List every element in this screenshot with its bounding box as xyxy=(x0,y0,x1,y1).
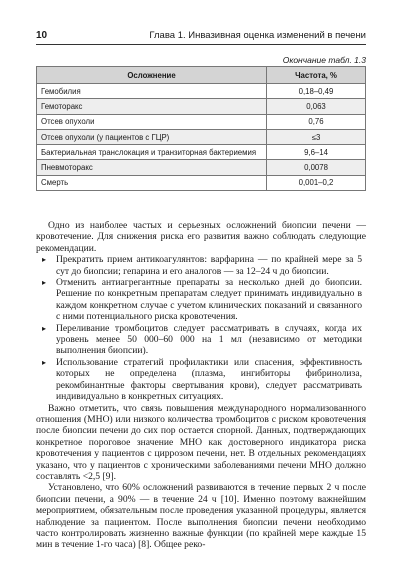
list-item xyxy=(36,277,366,323)
complication-cell: Пневмоторакс xyxy=(37,160,267,175)
chapter-title: Глава 1. Инвазивная оценка изменений в печени xyxy=(149,30,366,41)
complication-cell: Отсев опухоли xyxy=(37,114,267,129)
list-item-text: Прекратить прием антикоагулянтов: варфарина — по крайней мере за 5 сут до биопсии; гепарина и его аналогов — за 12–24 ч до биопсии. xyxy=(56,254,362,277)
page-number: 10 xyxy=(36,30,48,41)
triangle-bullet-icon: ▸ xyxy=(42,278,47,288)
list-item-text: Переливание тромбоцитов следует рассматривать в случаях, когда их уровень менее 50 000–60 000 на 1 мл (независимо от методики выполнения биопсии). xyxy=(56,322,362,357)
body-text xyxy=(36,220,366,551)
running-header xyxy=(36,28,366,45)
triangle-bullet-icon: ▸ xyxy=(42,255,47,265)
complication-cell: Гемобилия xyxy=(37,84,267,99)
complication-cell: Бактериальная транслокация и транзиторная бактериемия xyxy=(37,145,267,160)
frequency-cell: 0,001–0,2 xyxy=(267,175,366,190)
column-header-complication: Осложнение xyxy=(37,67,267,84)
table-caption: Окончание табл. 1.3 xyxy=(282,55,366,65)
table-row xyxy=(37,129,366,144)
recommendations-list xyxy=(36,254,366,402)
table-header-row xyxy=(37,67,366,84)
frequency-cell: 0,063 xyxy=(267,99,366,114)
list-item-text: Использование стратегий профилактики или спасения, эффективность которых не определена (плазма, ингибиторы фибринолиза, рекомбинантные факторы свертывания крови), следует рассматривать индивидуально в конкретных ситуациях. xyxy=(56,356,362,403)
table-row xyxy=(37,160,366,175)
table-row xyxy=(37,114,366,129)
triangle-bullet-icon: ▸ xyxy=(42,323,47,333)
list-item xyxy=(36,357,366,403)
frequency-cell: 9,6–14 xyxy=(267,145,366,160)
table-row xyxy=(37,84,366,99)
list-item xyxy=(36,323,366,357)
paragraph-bleeding-intro: Одно из наиболее частых и серьезных осложнений биопсии печени — кровотечение. Для снижения риска его развития важно соблюдать следующие рекомендации. xyxy=(36,220,366,254)
complication-cell: Гемоторакс xyxy=(37,99,267,114)
frequency-cell: 0,0078 xyxy=(267,160,366,175)
complications-table xyxy=(36,66,366,191)
table-row xyxy=(37,145,366,160)
paragraph-inr: Важно отметить, что связь повышения международного нормализованного отношения (МНО) или низкого количества тромбоцитов с риском кровотечения после биопсии печени до сих пор остается спорной. Данных, подтверждающих конкретное пороговое значение МНО как достоверного индикатора риска кровотечения у пациентов с циррозом печени, нет. В отдельных рекомендациях указано, что у пациентов с хроническими заболеваниями печени МНО должно составлять <2,5 [9]. xyxy=(36,402,366,482)
triangle-bullet-icon: ▸ xyxy=(42,357,47,367)
list-item xyxy=(36,254,366,277)
complication-cell: Смерть xyxy=(37,175,267,190)
table-row xyxy=(37,175,366,190)
list-item-text: Отменить антиагрегантные препараты за несколько дней до биопсии. Решение по конкретным препаратам следует принимать индивидуально в каждом конкретном случае с учетом клинических показаний и связанного с ними потенциального риска кровотечения. xyxy=(56,277,362,323)
table-row xyxy=(37,99,366,114)
frequency-cell: 0,76 xyxy=(267,114,366,129)
paragraph-monitoring: Установлено, что 60% осложнений развиваются в течение первых 2 ч после биопсии печени, а 90% — в течение 24 ч [10]. Именно поэтому важнейшим мероприятием, обязательным после проведения указанной процедуры, является наблюдение за пациентом. После выполнения биопсии печени необходимо часто контролировать жизненно важные функции (по крайней мере каждые 15 мин в течение 1-го часа) [8]. Общее реко- xyxy=(36,482,366,551)
complication-cell: Отсев опухоли (у пациентов с ГЦР) xyxy=(37,129,267,144)
column-header-frequency: Частота, % xyxy=(267,67,366,84)
frequency-cell: ≤3 xyxy=(267,129,366,144)
frequency-cell: 0,18–0,49 xyxy=(267,84,366,99)
